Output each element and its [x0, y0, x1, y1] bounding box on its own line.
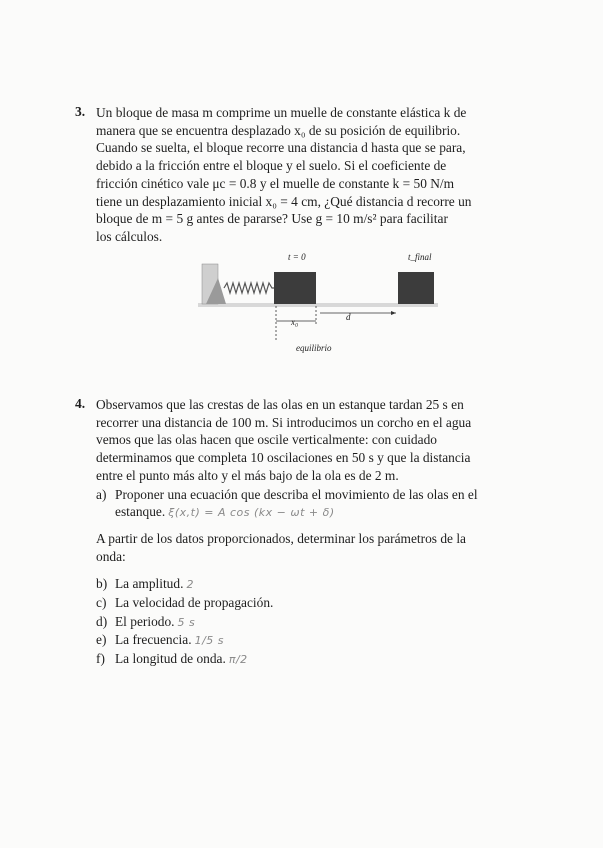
item-text: La amplitud. — [115, 576, 184, 592]
item-label: b) — [96, 576, 108, 592]
item-text: La frecuencia. — [115, 632, 192, 648]
problem-4-text — [96, 396, 533, 669]
d-arrowhead — [391, 311, 396, 315]
text-line: tiene un desplazamiento inicial x₀ = 4 cm, ¿Qué distancia d recorre un — [96, 193, 472, 209]
handwritten-answer: 5 s — [177, 615, 196, 629]
handwritten-answer: ξ(x,t) = A cos (kx − ωt + δ) — [168, 506, 335, 520]
text-line: bloque de m = 5 g antes de pararse? Use g = 10 m/s² para facilitar — [96, 211, 448, 227]
item-label: d) — [96, 613, 108, 629]
item-a — [96, 486, 533, 522]
item-b — [96, 575, 533, 594]
intro-text — [96, 530, 533, 565]
problem-3-text — [96, 104, 533, 246]
text-line: vemos que las olas hacen que oscile verticalmente: con cuidado — [96, 432, 437, 448]
spring — [224, 283, 282, 293]
problem-3 — [75, 104, 533, 246]
text-line: entre el punto más alto y el más bajo de la ola es de 2 m. — [96, 467, 399, 483]
item-c — [96, 594, 533, 613]
item-label: a) — [96, 486, 107, 502]
x0-label: x₀ — [291, 317, 299, 327]
equilibrio-label: equilibrio — [296, 343, 332, 353]
problem-4 — [75, 396, 533, 669]
items-list — [96, 575, 533, 669]
item-label: c) — [96, 595, 107, 611]
block-final — [398, 272, 434, 304]
t0-label: t = 0 — [288, 252, 306, 262]
item-text: La velocidad de propagación. — [115, 595, 274, 611]
block-initial — [274, 272, 316, 304]
handwritten-answer: 1/5 s — [194, 634, 225, 648]
text-line: los cálculos. — [96, 228, 163, 244]
item-f — [96, 650, 533, 669]
text-line: debido a la fricción entre el bloque y el suelo. Si el coeficiente de — [96, 158, 447, 174]
text-line: Un bloque de masa m comprime un muelle de constante elástica k de — [96, 105, 467, 120]
text-line: fricción cinético vale μc = 0.8 y el muelle de constante k = 50 N/m — [96, 175, 455, 191]
spring-block-diagram — [196, 248, 446, 358]
item-text: estanque. — [115, 504, 166, 520]
text-line: Observamos que las crestas de las olas en un estanque tardan 25 s en — [96, 397, 464, 412]
item-text: Proponer una ecuación que describa el movimiento de las olas en el — [115, 486, 478, 502]
item-text: El periodo. — [115, 613, 175, 629]
item-label: f) — [96, 651, 105, 667]
handwritten-answer: 2 — [186, 578, 194, 592]
text-line: A partir de los datos proporcionados, determinar los parámetros de la — [96, 530, 466, 546]
handwritten-answer: π/2 — [228, 653, 248, 667]
problem-number: 4. — [75, 396, 86, 411]
item-label: e) — [96, 632, 107, 648]
item-text: La longitud de onda. — [115, 651, 226, 667]
tfinal-label: t_final — [408, 252, 432, 262]
text-line: recorrer una distancia de 100 m. Si introducimos un corcho en el agua — [96, 414, 472, 430]
problem-number: 3. — [75, 104, 86, 119]
text-line: onda: — [96, 548, 126, 564]
text-line: Cuando se suelta, el bloque recorre una distancia d hasta que se para, — [96, 140, 466, 156]
item-d — [96, 613, 533, 632]
text-line: manera que se encuentra desplazado x₀ de su posición de equilibrio. — [96, 122, 461, 138]
d-label: d — [346, 312, 351, 322]
item-e — [96, 631, 533, 650]
text-line: determinamos que completa 10 oscilaciones en 50 s y que la distancia — [96, 450, 471, 466]
